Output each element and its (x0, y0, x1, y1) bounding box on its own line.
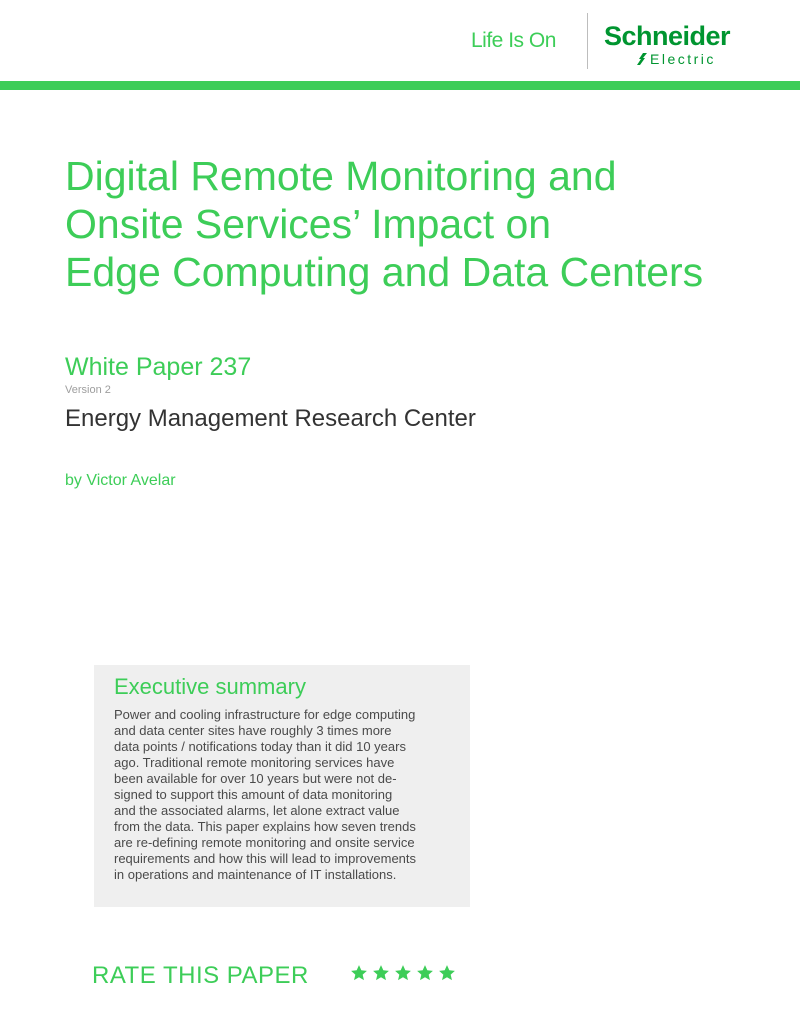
title-line: Edge Computing and Data Centers (65, 249, 704, 295)
summary-line: and data center sites have roughly 3 times more (114, 723, 392, 738)
summary-line: and the associated alarms, let alone extract value (114, 803, 400, 818)
white-paper-number: White Paper 237 (65, 353, 252, 381)
summary-line: requirements and how this will lead to improvements (114, 851, 417, 866)
title-line: Digital Remote Monitoring and (65, 153, 617, 199)
title-line: Onsite Services’ Impact on (65, 201, 552, 247)
star-icon[interactable] (438, 964, 456, 982)
version-label: Version 2 (65, 384, 111, 396)
star-icon[interactable] (350, 964, 368, 982)
summary-line: in operations and maintenance of IT installations. (114, 867, 397, 882)
star-icon[interactable] (372, 964, 390, 982)
summary-line: been available for over 10 years but were not de- (114, 771, 397, 786)
summary-line: signed to support this amount of data monitoring (114, 787, 393, 802)
summary-line: Power and cooling infrastructure for edge computing (114, 707, 416, 722)
brand-logo-subtext: Electric (650, 51, 716, 67)
header-accent-bar (0, 81, 800, 90)
header-divider (587, 13, 588, 69)
summary-line: data points / notifications today than it did 10 years (114, 739, 406, 754)
summary-line: from the data. This paper explains how seven trends (114, 819, 416, 834)
summary-line: ago. Traditional remote monitoring services have (114, 755, 395, 770)
executive-summary-title: Executive summary (114, 674, 306, 699)
star-icon[interactable] (394, 964, 412, 982)
page-header (0, 0, 800, 90)
rate-this-paper-link[interactable]: RATE THIS PAPER (92, 962, 309, 989)
executive-summary-text (114, 707, 452, 883)
rating-stars[interactable] (350, 964, 456, 982)
star-icon[interactable] (416, 964, 434, 982)
document-title (65, 152, 765, 296)
research-center: Energy Management Research Center (65, 405, 476, 432)
tagline: Life Is On (471, 29, 556, 52)
executive-summary-box (94, 665, 470, 907)
brand-logo-icon (634, 51, 650, 67)
author-line: by Victor Avelar (65, 472, 176, 489)
summary-line: are re-defining remote monitoring and onsite service (114, 835, 415, 850)
brand-logo-wordmark: Schneider (604, 21, 731, 51)
